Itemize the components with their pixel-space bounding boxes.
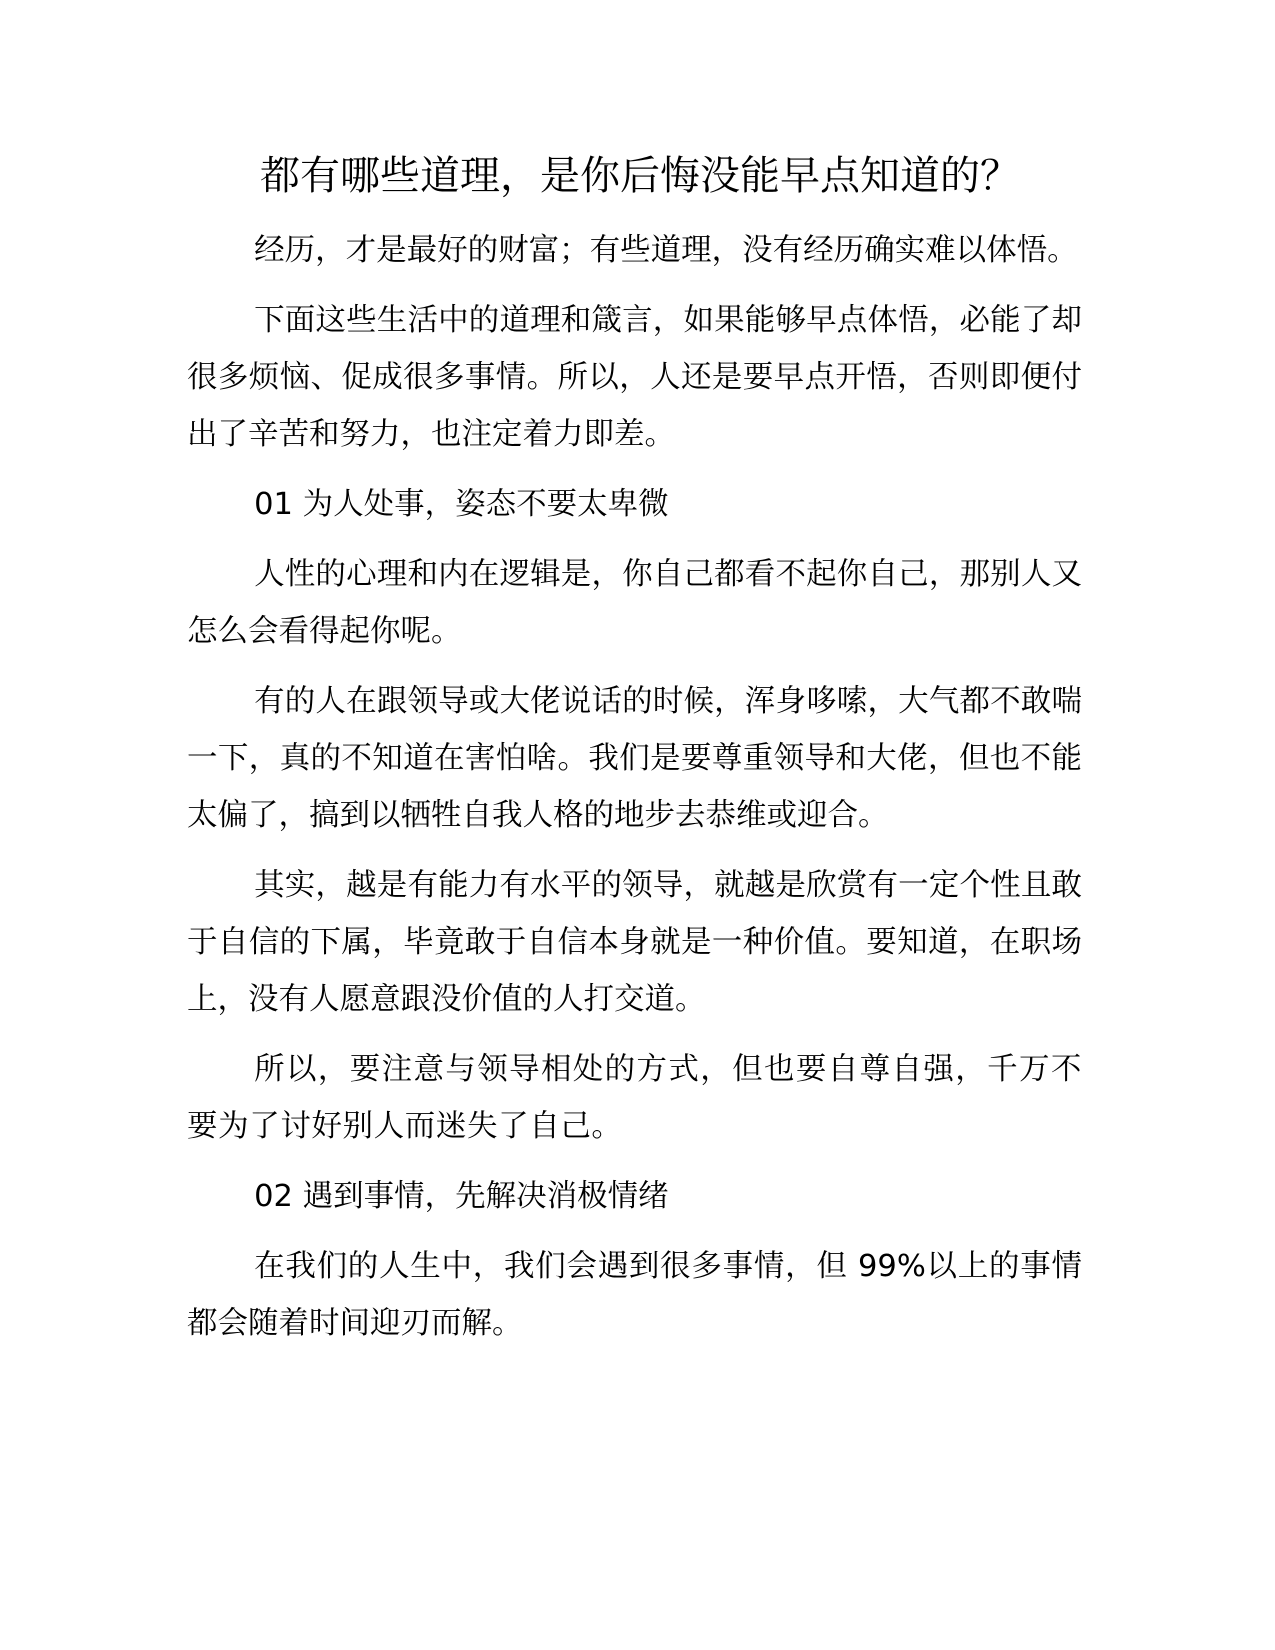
paragraph: 其实，越是有能力有水平的领导，就越是欣赏有一定个性且敢于自信的下属，毕竟敢于自信本身就是一种价值。要知道，在职场上，没有人愿意跟没价值的人打交道。 (187, 868, 1082, 1017)
paragraph: 在我们的人生中，我们会遇到很多事情，但 99%以上的事情都会随着时间迎刃而解。 (187, 1249, 1082, 1341)
section-heading: 01 为人处事，姿态不要太卑微 (254, 487, 669, 522)
paragraph: 经历，才是最好的财富；有些道理，没有经历确实难以体悟。 (254, 233, 1078, 268)
paragraph: 人性的心理和内在逻辑是，你自己都看不起你自己，那别人又怎么会看得起你呢。 (187, 557, 1082, 649)
paragraph: 有的人在跟领导或大佬说话的时候，浑身哆嗦，大气都不敢喘一下，真的不知道在害怕啥。我们是要尊重领导和大佬，但也不能太偏了，搞到以牺牲自我人格的地步去恭维或迎合。 (187, 684, 1082, 833)
paragraph: 所以，要注意与领导相处的方式，但也要自尊自强，千万不要为了讨好别人而迷失了自己。 (187, 1052, 1082, 1144)
paragraph: 下面这些生活中的道理和箴言，如果能够早点体悟，必能了却很多烦恼、促成很多事情。所以，人还是要早点开悟，否则即便付出了辛苦和努力，也注定着力即差。 (187, 303, 1082, 452)
section-heading: 02 遇到事情，先解决消极情绪 (254, 1179, 669, 1214)
document-title: 都有哪些道理，是你后悔没能早点知道的？ (260, 153, 1020, 199)
document-body (187, 222, 1082, 1365)
